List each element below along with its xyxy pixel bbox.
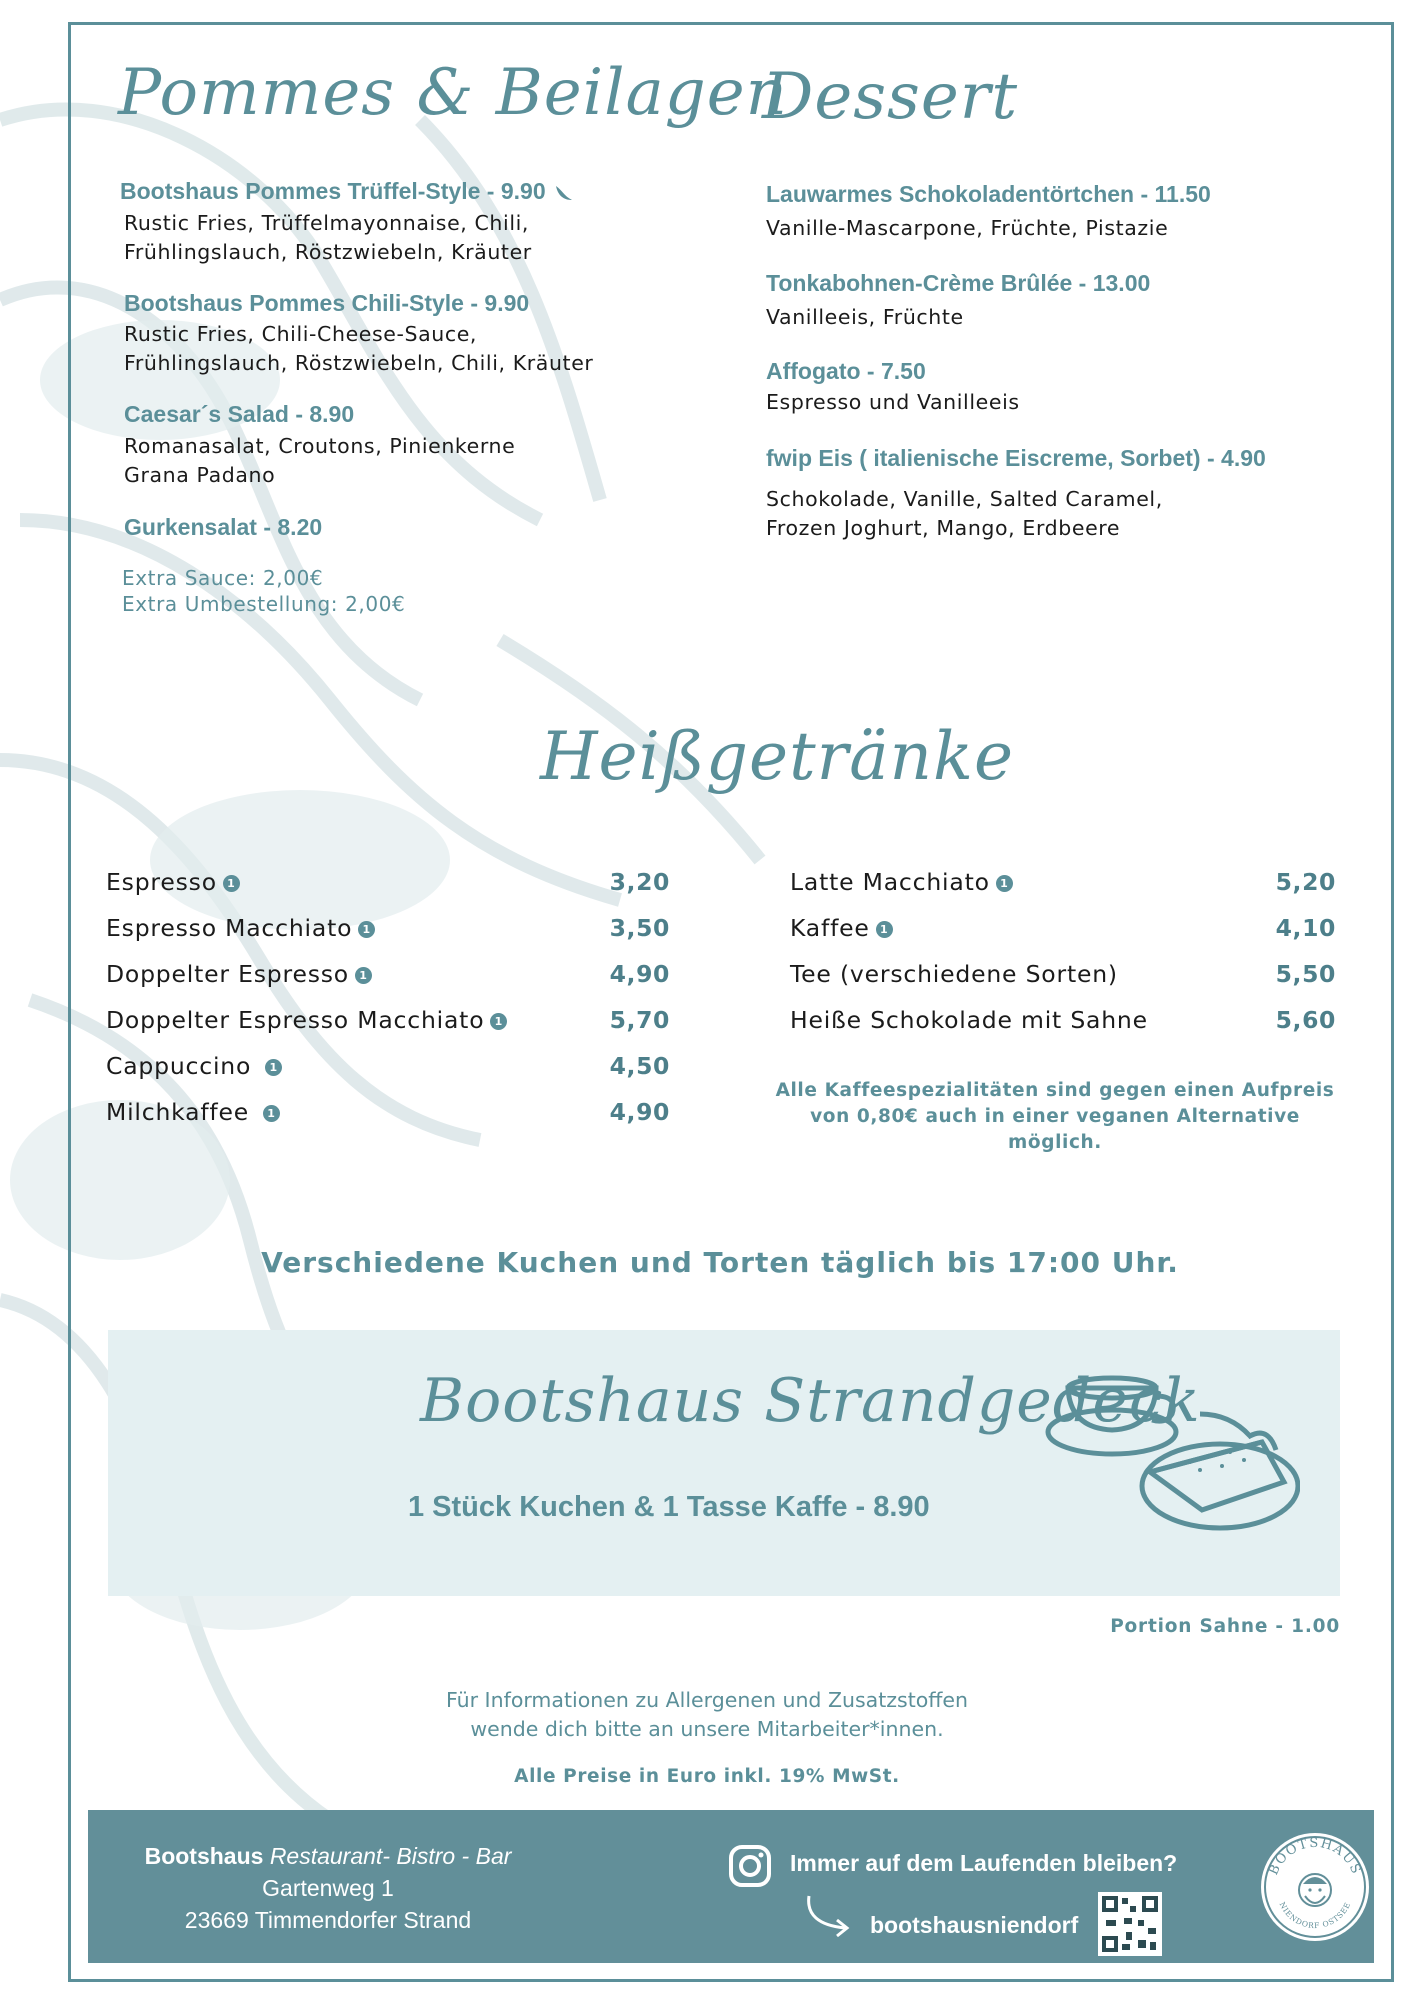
dessert-item-1-title: Lauwarmes Schokoladentörtchen - 11.50: [766, 181, 1211, 207]
hot-drinks-heading: Heißgetränke: [540, 718, 1015, 795]
dessert-item-4-title: fwip Eis ( italienische Eiscreme, Sorbet) - 4.90: [766, 445, 1266, 471]
hot-left-row-6: [106, 1098, 280, 1126]
pommes-heading: Pommes & Beilagen: [118, 56, 788, 130]
dessert-item-1-desc: Vanille-Mascarpone, Früchte, Pistazie: [766, 216, 1169, 240]
strandgedeck-offer: 1 Stück Kuchen & 1 Tasse Kaffe - 8.90: [408, 1491, 930, 1523]
hot-left-price-2: 3,50: [609, 914, 670, 942]
footer-name-italic: Restaurant- Bistro - Bar: [269, 1843, 512, 1869]
info-badge-icon: 1: [358, 921, 375, 938]
hot-left-row-3: [106, 960, 372, 988]
footer-city: 23669 Timmendorfer Strand: [184, 1907, 472, 1933]
footer-bar: [88, 1810, 1374, 1963]
pommes-item-2-desc-line1: Rustic Fries, Chili-Cheese-Sauce,: [124, 322, 478, 346]
drink-name: Latte Macchiato: [790, 868, 990, 896]
hot-right-price-4: 5,60: [1275, 1006, 1336, 1034]
hot-right-row-1: [790, 868, 1013, 896]
footer-street: Gartenweg 1: [262, 1875, 394, 1901]
dessert-heading: Dessert: [762, 60, 1019, 134]
instagram-handle[interactable]: bootshausniendorf: [870, 1912, 1079, 1938]
pommes-extras: [122, 565, 405, 617]
pommes-item-3-desc-line1: Romanasalat, Croutons, Pinienkerne: [124, 434, 516, 458]
hot-left-price-5: 4,50: [609, 1052, 670, 1080]
drink-name: Espresso Macchiato: [106, 914, 353, 942]
vegan-note-line1: Alle Kaffeespezialitäten sind gegen einen Aufpreis: [775, 1080, 1335, 1101]
pommes-item-3-desc-line2: Grana Padano: [124, 463, 276, 487]
pommes-item-2-desc: [124, 320, 593, 378]
dessert-item-4-desc-line1: Schokolade, Vanille, Salted Caramel,: [766, 487, 1163, 511]
hot-left-price-6: 4,90: [609, 1098, 670, 1126]
arrow-icon: [803, 1894, 855, 1940]
dessert-item-3-desc: Espresso und Vanilleeis: [766, 390, 1020, 414]
info-badge-icon: 1: [876, 921, 893, 938]
hot-left-price-1: 3,20: [609, 868, 670, 896]
allergen-note: [300, 1686, 1114, 1744]
pommes-item-4-title: Gurkensalat - 8.20: [124, 514, 323, 540]
drink-name: Cappuccino: [106, 1052, 252, 1080]
pommes-item-1-desc: [124, 209, 532, 267]
pommes-item-1-desc-line2: Frühlingslauch, Röstzwiebeln, Kräuter: [124, 240, 532, 264]
hot-left-price-4: 5,70: [609, 1006, 670, 1034]
dessert-item-4-desc-line2: Frozen Joghurt, Mango, Erdbeere: [766, 516, 1121, 540]
hot-right-price-2: 4,10: [1275, 914, 1336, 942]
vegan-note-line2: von 0,80€ auch in einer veganen Alternative möglich.: [810, 1106, 1300, 1153]
hot-left-price-3: 4,90: [609, 960, 670, 988]
hot-right-price-3: 5,50: [1275, 960, 1336, 988]
hot-left-row-1: [106, 868, 240, 896]
drink-name: Doppelter Espresso: [106, 960, 349, 988]
footer-address: [88, 1840, 568, 1936]
hot-left-row-2: [106, 914, 375, 942]
sahne-price: Portion Sahne - 1.00: [1110, 1616, 1340, 1637]
pommes-item-3-desc: [124, 432, 515, 490]
svg-text:BOOTSHAUS: BOOTSHAUS: [1266, 1835, 1364, 1878]
extra-umbestellung-note: Extra Umbestellung: 2,00€: [122, 592, 406, 616]
info-badge-icon: 1: [996, 875, 1013, 892]
extra-sauce-note: Extra Sauce: 2,00€: [122, 566, 324, 590]
drink-name: Kaffee: [790, 914, 870, 942]
dessert-item-3-title: Affogato - 7.50: [766, 358, 926, 384]
pommes-item-3-title: Caesar´s Salad - 8.90: [124, 401, 355, 427]
allergen-line1: Für Informationen zu Allergenen und Zusatzstoffen: [445, 1688, 969, 1712]
drink-name: Milchkaffee: [106, 1098, 250, 1126]
vegan-note: [770, 1078, 1340, 1156]
dessert-item-2-title: Tonkabohnen-Crème Brûlée - 13.00: [766, 270, 1151, 296]
chili-icon: [552, 182, 574, 204]
instagram-cta: Immer auf dem Laufenden bleiben?: [790, 1850, 1178, 1876]
hot-right-row-4: Heiße Schokolade mit Sahne: [790, 1006, 1148, 1034]
info-badge-icon: 1: [223, 875, 240, 892]
cakes-line: Verschiedene Kuchen und Torten täglich bis 17:00 Uhr.: [261, 1246, 1179, 1279]
svg-text:NIENDORF OSTSEE: NIENDORF OSTSEE: [1277, 1900, 1353, 1931]
pommes-item-1-title-text: Bootshaus Pommes Trüffel-Style - 9.90: [120, 178, 546, 204]
pommes-item-1-desc-line1: Rustic Fries, Trüffelmayonnaise, Chili,: [124, 211, 530, 235]
pommes-item-2-desc-line2: Frühlingslauch, Röstzwiebeln, Chili, Kräuter: [124, 351, 594, 375]
dessert-item-4-desc: [766, 485, 1163, 543]
instagram-icon[interactable]: [728, 1844, 772, 1888]
hot-right-row-3: Tee (verschiedene Sorten): [790, 960, 1118, 988]
footer-name-bold: Bootshaus: [144, 1843, 264, 1869]
hot-right-price-1: 5,20: [1275, 868, 1336, 896]
hot-right-row-2: [790, 914, 893, 942]
drink-name: Doppelter Espresso Macchiato: [106, 1006, 485, 1034]
hot-left-row-5: [106, 1052, 282, 1080]
pommes-item-1-title: [120, 178, 574, 205]
pommes-item-2-title: Bootshaus Pommes Chili-Style - 9.90: [124, 290, 530, 316]
qr-code-icon: [1098, 1892, 1162, 1956]
prices-note: Alle Preise in Euro inkl. 19% MwSt.: [514, 1766, 900, 1787]
info-badge-icon: 1: [355, 967, 372, 984]
bootshaus-logo: [1258, 1830, 1372, 1944]
footer-name-line: [88, 1840, 568, 1872]
hot-left-row-4: [106, 1006, 507, 1034]
dessert-item-2-desc: Vanilleeis, Früchte: [766, 305, 964, 329]
coffee-cake-icon: [1040, 1370, 1300, 1540]
info-badge-icon: 1: [265, 1059, 282, 1076]
strandgedeck-heading: Bootshaus Strandgedeck: [420, 1366, 1201, 1436]
info-badge-icon: 1: [490, 1013, 507, 1030]
info-badge-icon: 1: [263, 1105, 280, 1122]
drink-name: Espresso: [106, 868, 217, 896]
allergen-line2: wende dich bitte an unsere Mitarbeiter*innen.: [470, 1717, 944, 1741]
